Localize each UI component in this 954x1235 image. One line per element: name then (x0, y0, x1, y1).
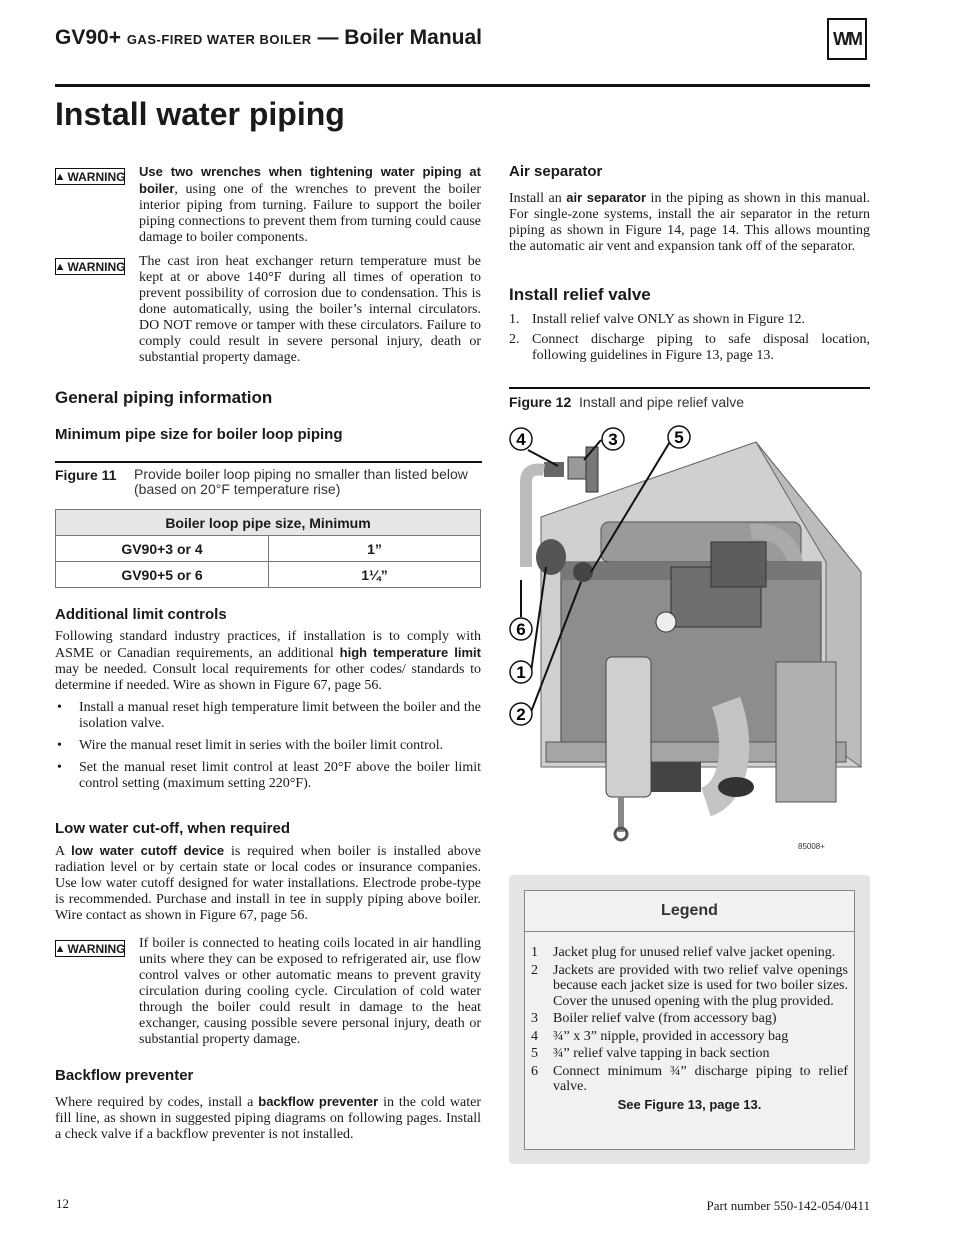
legend-value: Boiler relief valve (from accessory bag) (553, 1011, 777, 1026)
warning-label: WARNING (67, 259, 126, 274)
legend-item (531, 1064, 848, 1095)
lwco-text-2: is required when boiler is installed above radiation level or by certain state or local codes or insurance companies. Use low water cutoff designed for water installations. Electrode probe-type is recommended. Purchase and install in tee in supply piping above boiler. Wire contact as shown in Figure 67, page 56. (55, 844, 481, 923)
warning-label: WARNING (67, 169, 126, 184)
legend-value: ¾” relief valve tapping in back section (553, 1046, 770, 1061)
callout-1: 1 (516, 663, 526, 682)
list-item (509, 312, 870, 328)
general-piping-heading: General piping information (55, 388, 273, 407)
pipe-size-table (55, 509, 481, 588)
header-manual-title: — Boiler Manual (317, 26, 482, 49)
limit-text-2: may be needed. Consult local requirements for other codes/ standards to determine if needed. Wire as shown in Figure 67, page 56. (55, 662, 481, 693)
table-cell-model: GV90+3 or 4 (56, 536, 269, 562)
air-text-2: in the piping as shown in this manual. For single-zone systems, install the air separator in the return piping as shown in Figure 14, page 14. This allows mounting the automatic air vent and expansion tank off of the separator. (509, 191, 870, 254)
air-text-1: Install an (509, 191, 567, 206)
table-row (56, 562, 481, 588)
legend-box (524, 890, 855, 1150)
list-item: • Set the manual reset limit control at least 20°F above the boiler limit control setting (maximum setting 220°F). (55, 760, 481, 792)
backflow-bold: backflow preventer (258, 1094, 379, 1109)
limit-controls-text (55, 629, 481, 694)
step-text: Connect discharge piping to safe disposal location, following guidelines in Figure 13, page 13. (532, 332, 870, 363)
header-model: GV90+ (55, 26, 121, 49)
page-title: Install water piping (55, 96, 345, 132)
legend-key: 4 (531, 1028, 538, 1044)
air-separator-text (509, 190, 870, 255)
table-header: Boiler loop pipe size, Minimum (56, 510, 481, 536)
limit-controls-heading: Additional limit controls (55, 606, 227, 623)
callout-2: 2 (516, 705, 526, 724)
figure-code: 85008+ (798, 842, 825, 851)
warning-badge-2 (55, 258, 125, 275)
table-row (56, 536, 481, 562)
warning-triangle-icon: ▲ (54, 260, 66, 273)
legend-key: 2 (531, 962, 538, 978)
limit-bullets (55, 700, 481, 798)
callout-5: 5 (674, 428, 684, 447)
legend-note-text: See Figure 13, page 13 (617, 1096, 758, 1112)
air-separator-heading: Air separator (509, 163, 603, 180)
header-subtitle: GAS-FIRED WATER BOILER (126, 32, 312, 47)
air-bold: air separator (566, 190, 647, 205)
legend-key: 6 (531, 1063, 538, 1079)
legend-key: 5 (531, 1046, 538, 1061)
limit-bold: high temperature limit (339, 645, 481, 660)
figure-12-rule (509, 387, 870, 389)
figure-12-caption: Install and pipe relief valve (579, 394, 745, 410)
figure-11-label: Figure 11 (55, 467, 117, 483)
legend-item (531, 1046, 848, 1062)
lwco-bold: low water cutoff device (71, 843, 225, 858)
step-number: 1. (509, 312, 520, 327)
part-number: Part number 550-142-054/0411 (706, 1198, 870, 1213)
step-text: Install relief valve ONLY as shown in Figure 12. (532, 312, 805, 327)
table-header-row (56, 510, 481, 536)
callout-6: 6 (516, 620, 526, 639)
backflow-text-2: in the cold water fill line, as shown in suggested piping diagrams on following pages. Install a check valve if a backflow preventer is not installed. (55, 1095, 481, 1142)
legend-value: ¾” x 3” nipple, provided in accessory bag (553, 1028, 789, 1044)
backflow-text-1: Where required by codes, install a (55, 1095, 259, 1110)
backflow-heading: Backflow preventer (55, 1067, 194, 1084)
figure-12-label: Figure 12 (509, 394, 572, 410)
relief-valve-heading: Install relief valve (509, 285, 651, 304)
legend-note: See Figure 13, page 13. (617, 1096, 762, 1112)
boiler-relief-valve-illustration (506, 422, 870, 862)
table-cell-model: GV90+5 or 6 (56, 562, 269, 588)
legend-items (525, 932, 854, 1112)
legend-item (531, 1029, 848, 1045)
warning-triangle-icon: ▲ (54, 942, 66, 955)
warning-text-1 (139, 164, 481, 246)
lwco-text-1: A (55, 844, 72, 859)
legend-key: 1 (531, 945, 538, 960)
warning-text-3: If boiler is connected to heating coils located in air handling units where they can be exposed to refrigerated air, use flow control valves or other automatic means to prevent gravity circulation during cooling cycle. Circulation of cold water through the boiler could result in damage to the heat exchanger, causing possible severe personal injury, death or substantial property damage. (139, 936, 481, 1047)
legend-key: 3 (531, 1011, 538, 1026)
logo-text: WM (833, 28, 861, 49)
warning-1-bold: Use two wrenches when tightening water piping at boiler (139, 164, 481, 196)
warning-text-2: The cast iron heat exchanger return temperature must be kept at or above 140°F during all times of operation to prevent possibility of corrosion due to condensation. This is done automatically, using the boiler’s internal circulators. DO NOT remove or tamper with these circulators. Failure to comply could result in severe personal injury, death or substantial property damage. (139, 254, 481, 365)
page-number: 12 (56, 1196, 69, 1211)
header-title (55, 26, 482, 50)
legend-value: Jacket plug for unused relief valve jacket opening. (553, 945, 836, 960)
figure-12-caption-line (509, 394, 744, 410)
min-pipe-heading: Minimum pipe size for boiler loop piping (55, 426, 343, 443)
weil-mclain-logo (827, 18, 867, 60)
header-rule (55, 84, 870, 87)
callout-4: 4 (516, 430, 526, 449)
lwco-heading: Low water cut-off, when required (55, 820, 291, 837)
warning-triangle-icon: ▲ (54, 170, 66, 183)
table-cell-size: 1” (269, 536, 481, 562)
warning-badge-1 (55, 168, 125, 185)
lwco-text (55, 843, 481, 924)
list-item: • Wire the manual reset limit in series with the boiler limit control. (55, 738, 481, 754)
legend-value: Connect minimum ¾” discharge piping to relief valve. (553, 1063, 848, 1094)
limit-text-1: Following standard industry practices, if installation is to comply with ASME or Canadian requirements, an additional (55, 629, 481, 661)
figure-11-rule (55, 461, 482, 463)
legend-title: Legend (525, 891, 854, 932)
warning-badge-3 (55, 940, 125, 957)
relief-steps (509, 312, 870, 368)
legend-item (531, 1011, 848, 1027)
figure-11-caption: Provide boiler loop piping no smaller than listed below (based on 20°F temperature rise) (134, 466, 468, 497)
warning-label: WARNING (67, 941, 126, 956)
step-number: 2. (509, 332, 520, 347)
legend-item (531, 945, 848, 961)
legend-value: Jackets are provided with two relief valve openings because each jacket size is used for two boiler sizes. Cover the unused opening with the plug provided. (553, 962, 848, 1009)
list-item (509, 332, 870, 364)
table-cell-size: 1¼” (269, 562, 481, 588)
list-item: • Install a manual reset high temperature limit between the boiler and the isolation valve. (55, 700, 481, 732)
legend-item (531, 963, 848, 1010)
warning-1-text: , using one of the wrenches to prevent the boiler interior piping from turning. Failure to support the boiler piping connections to prevent them from turning could cause damage to boiler components. (139, 182, 481, 245)
callout-3: 3 (608, 430, 618, 449)
backflow-text (55, 1094, 481, 1143)
